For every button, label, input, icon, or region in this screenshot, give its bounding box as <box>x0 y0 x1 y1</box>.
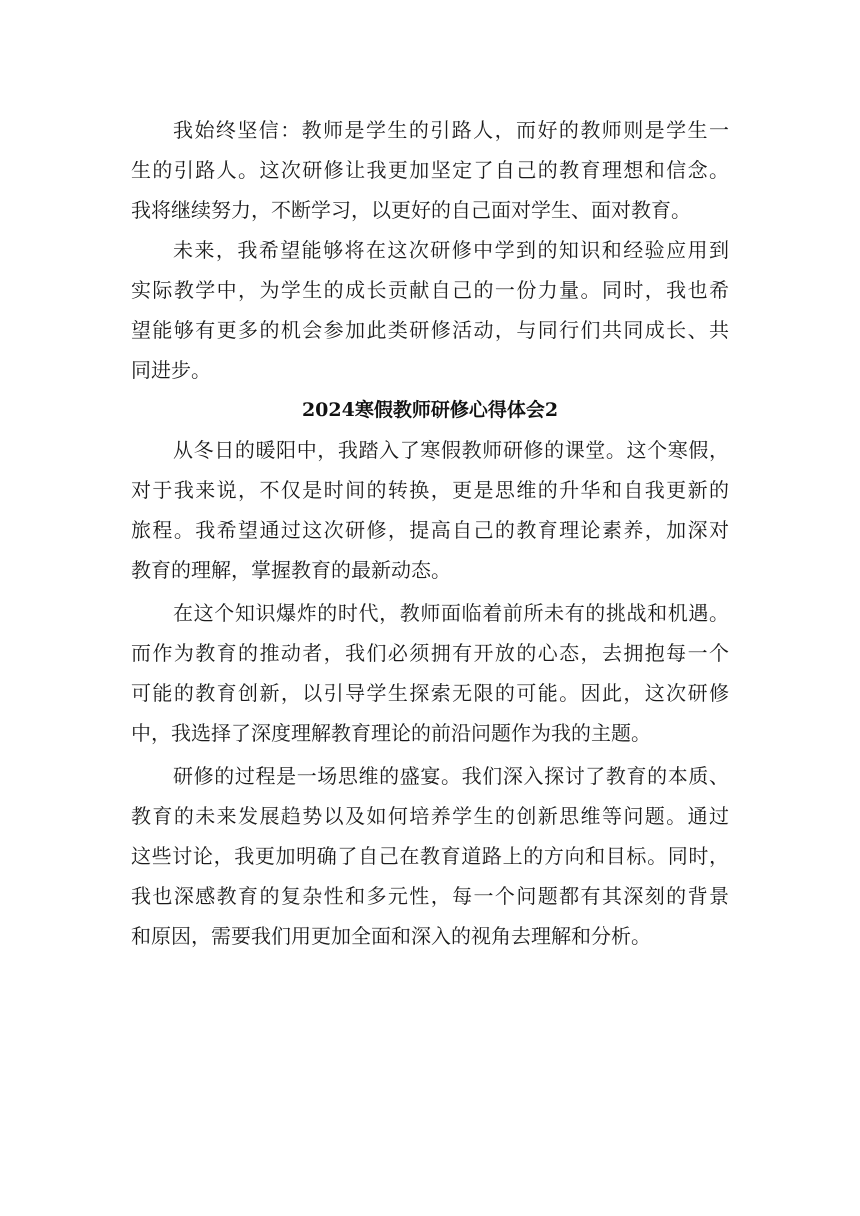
text-line: 生的引路人。这次研修让我更加坚定了自己的教育理想和信念。 <box>131 158 729 182</box>
paragraph-process <box>131 756 729 956</box>
text-line: 未来，我希望能够将在这次研修中学到的知识和经验应用到 <box>173 238 729 262</box>
text-line: 我始终坚信：教师是学生的引路人，而好的教师则是学生一 <box>173 118 729 142</box>
text-line: 望能够有更多的机会参加此类研修活动，与同行们共同成长、共 <box>131 318 729 342</box>
text-line: 而作为教育的推动者，我们必须拥有开放的心态，去拥抱每一个 <box>131 641 729 665</box>
text-line: 从冬日的暖阳中，我踏入了寒假教师研修的课堂。这个寒假， <box>173 438 729 462</box>
text-line: 旅程。我希望通过这次研修，提高自己的教育理论素养，加深对 <box>131 518 729 542</box>
section-title: 2024寒假教师研修心得体会2 <box>301 399 559 421</box>
paragraph-future <box>131 230 729 390</box>
text-line: 教育的未来发展趋势以及如何培养学生的创新思维等问题。通过 <box>131 804 729 828</box>
text-line: 这些讨论，我更加明确了自己在教育道路上的方向和目标。同时， <box>131 844 729 868</box>
text-line: 和原因，需要我们用更加全面和深入的视角去理解和分析。 <box>131 924 651 948</box>
text-line: 研修的过程是一场思维的盛宴。我们深入探讨了教育的本质、 <box>173 764 729 788</box>
text-line: 可能的教育创新，以引导学生探索无限的可能。因此，这次研修 <box>131 681 729 705</box>
text-line: 中，我选择了深度理解教育理论的前沿问题作为我的主题。 <box>131 721 651 745</box>
text-line: 同进步。 <box>131 358 211 382</box>
paragraph-belief <box>131 110 729 230</box>
text-line: 我将继续努力，不断学习，以更好的自己面对学生、面对教育。 <box>131 198 691 222</box>
document-body <box>131 110 729 956</box>
paragraph-winter <box>131 430 729 590</box>
text-line: 教育的理解，掌握教育的最新动态。 <box>131 558 451 582</box>
text-line: 对于我来说，不仅是时间的转换，更是思维的升华和自我更新的 <box>131 478 729 502</box>
text-line: 实际教学中，为学生的成长贡献自己的一份力量。同时，我也希 <box>131 278 729 302</box>
paragraph-knowledge-era <box>131 593 729 753</box>
text-line: 在这个知识爆炸的时代，教师面临着前所未有的挑战和机遇。 <box>173 601 729 625</box>
text-line: 我也深感教育的复杂性和多元性，每一个问题都有其深刻的背景 <box>131 884 729 908</box>
